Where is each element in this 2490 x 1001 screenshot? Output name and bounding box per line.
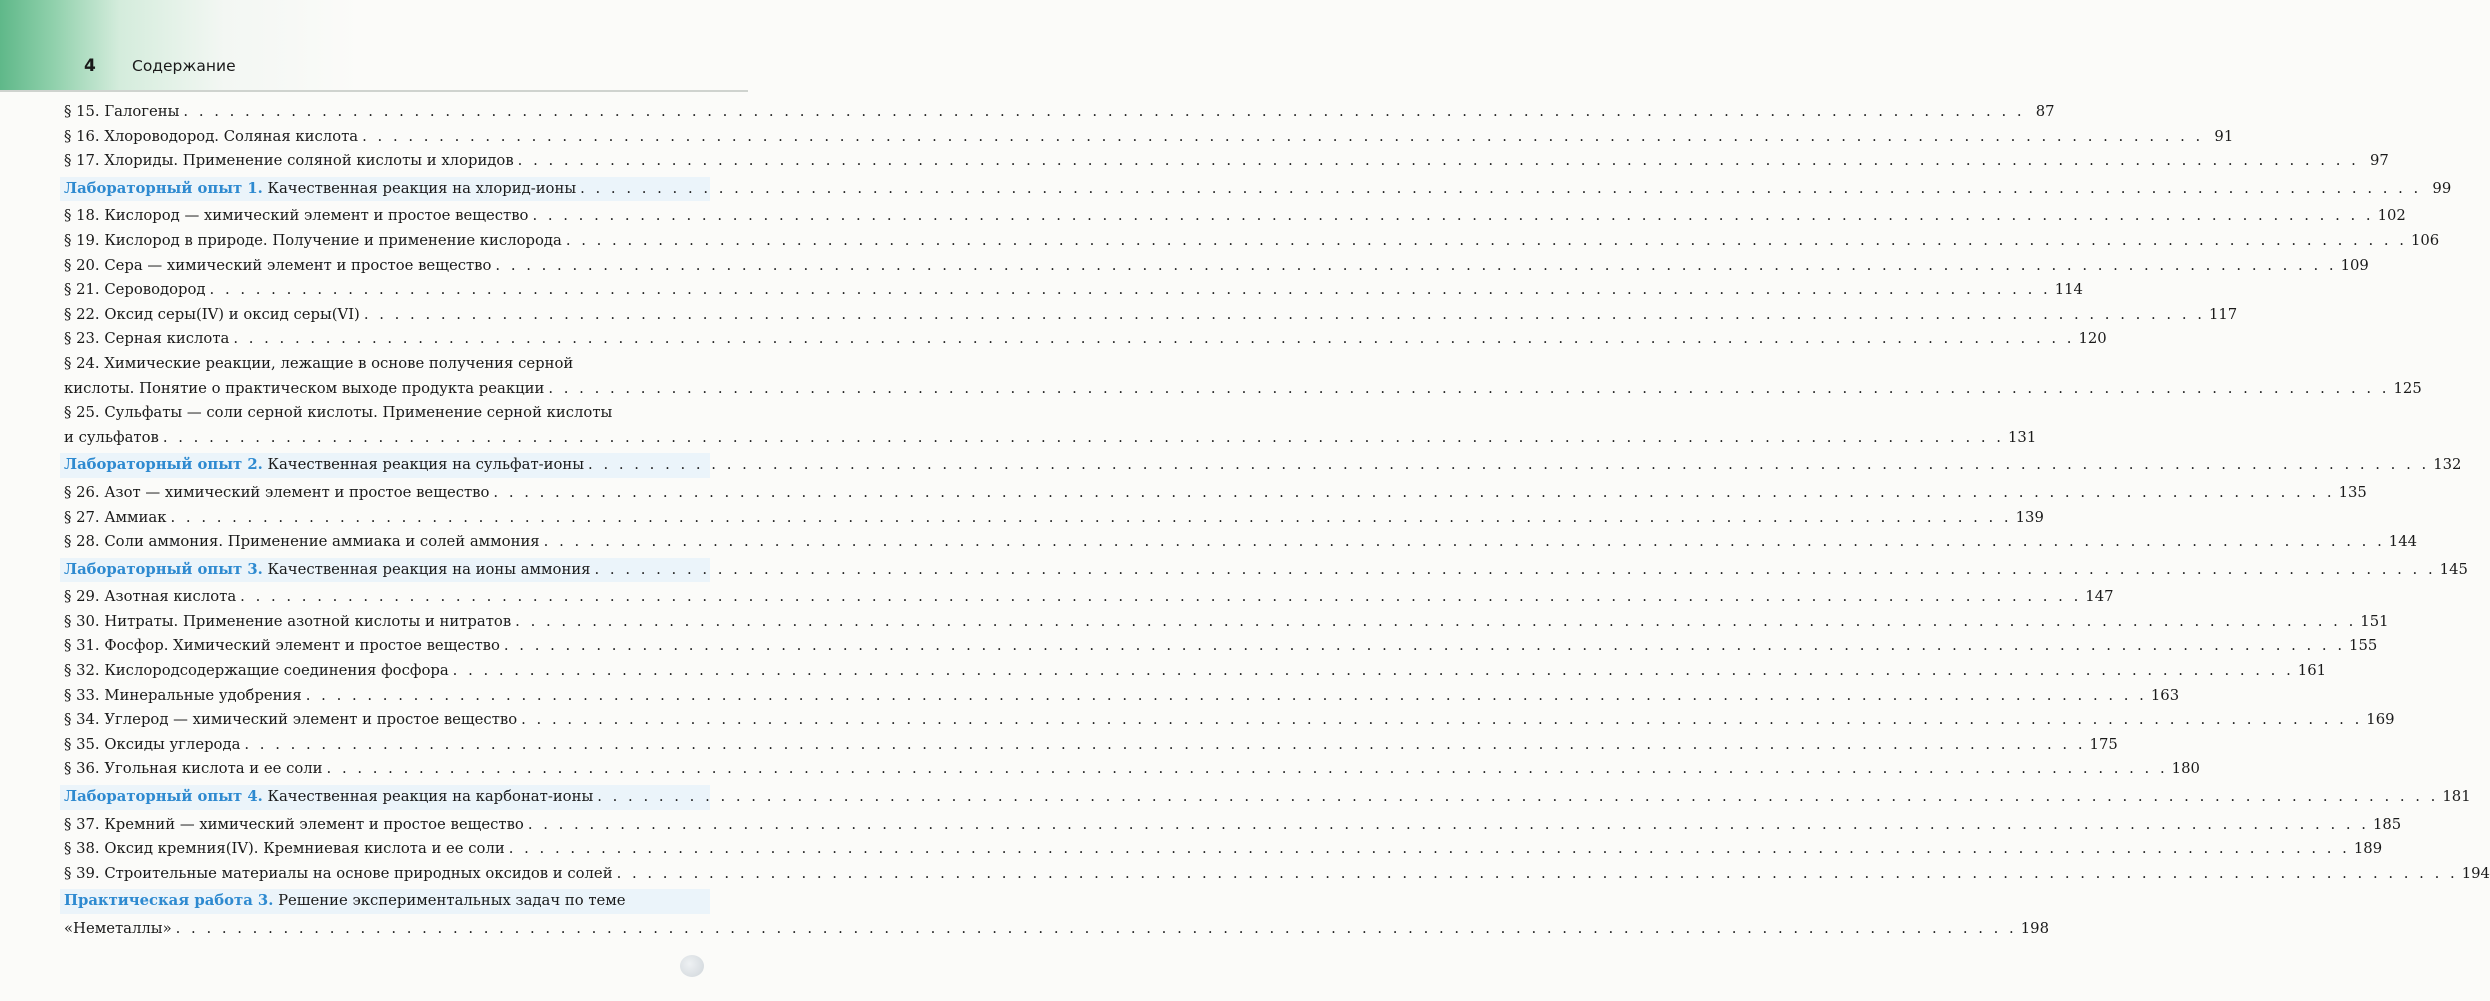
- toc-leader-dots: . . . . . . . . . . . . . . . . . . . . . . . . . . . . . . . . . . . . . . . . . . . . . . . . . . . . . . . . . . . . . . . . . . . . . . . . . . . . . . . . . . . . . . . . . . . . . . . . . . . . . . . . . . . . . . . . . . . . . . . .: [532, 207, 2374, 225]
- toc-leader-dots: . . . . . . . . . . . . . . . . . . . . . . . . . . . . . . . . . . . . . . . . . . . . . . . . . . . . . . . . . . . . . . . . . . . . . . . . . . . . . . . . . . . . . . . . . . . . . . . . . . . . . . . . . . . . . . . . . . . . . . . .: [305, 686, 2147, 704]
- toc-entry-title: [64, 558, 591, 583]
- toc-leader-dots: . . . . . . . . . . . . . . . . . . . . . . . . . . . . . . . . . . . . . . . . . . . . . . . . . . . . . . . . . . . . . . . . . . . . . . . . . . . . . . . . . . . . . . . . . . . . . . . . . . . . . . . . . . . . . . . . . . . . . . . .: [363, 305, 2205, 323]
- toc-page-number: 114: [2054, 281, 2083, 299]
- toc-entry-title: § 29. Азотная кислота: [64, 588, 237, 606]
- toc-leader-dots: . . . . . . . . . . . . . . . . . . . . . . . . . . . . . . . . . . . . . . . . . . . . . . . . . . . . . . . . . . . . . . . . . . . . . . . . . . . . . . . . . . . . . . . . . . . . . . . . . . . . . . . . . . . . . . . . . . . . . . . .: [452, 662, 2294, 680]
- toc-entry: [64, 733, 2118, 758]
- toc-entry-title: § 30. Нитраты. Применение азотной кислоты и нитратов: [64, 612, 512, 630]
- toc-entry-text: Качественная реакция на сульфат-ионы: [262, 456, 585, 474]
- toc-leader-dots: . . . . . . . . . . . . . . . . . . . . . . . . . . . . . . . . . . . . . . . . . . . . . . . . . . . . . . . . . . . . . . . . . . . . . . . . . . . . . . . . . . . . . . . . . . . . . . . . . . . . . . . . . . . . . . . . . . . . . . . .: [326, 760, 2168, 778]
- toc-entry-title: § 21. Сероводород: [64, 281, 206, 299]
- toc-leader-dots: . . . . . . . . . . . . . . . . . . . . . . . . . . . . . . . . . . . . . . . . . . . . . . . . . . . . . . . . . . . . . . . . . . . . . . . . . . . . . . . . . . . . . . . . . . . . . . . . . . . . . . . . . . . . . . . . . . . . . . . .: [515, 612, 2357, 630]
- toc-entry-text: Качественная реакция на карбонат-ионы: [262, 788, 594, 806]
- toc-entry: [64, 659, 2327, 684]
- toc-leader-dots: . . . . . . . . . . . . . . . . . . . . . . . . . . . . . . . . . . . . . . . . . . . . . . . . . . . . . . . . . . . . . . . . . . . . . . . . . . . . . . . . . . . . . . . . . . . . . . . . . . . . . . . . . . . . . . . . . . . . . . . .: [162, 428, 2004, 446]
- section-title: Содержание: [132, 57, 236, 75]
- toc-entry: [64, 757, 2200, 782]
- toc-leader-dots: . . . . . . . . . . . . . . . . . . . . . . . . . . . . . . . . . . . . . . . . . . . . . . . . . . . . . . . . . . . . . . . . . . . . . . . . . . . . . . . . . . . . . . . . . . . . . . . . . . . . . . . . . . . . . . . . . . . . . . . .: [495, 256, 2337, 274]
- toc-page-number: 97: [2369, 152, 2389, 170]
- toc-page-number: 144: [2388, 533, 2418, 551]
- table-of-contents: [64, 100, 2490, 942]
- page-number: 4: [84, 56, 96, 76]
- toc-leader-dots: . . . . . . . . . . . . . . . . . . . . . . . . . . . . . . . . . . . . . . . . . . . . . . . . . . . . . . . . . . . . . . . . . . . . . . . . . . . . . . . . . . . . . . . . . . . . . . . . . . . . . . . . . . . . . . . . . . . . . . . .: [616, 864, 2458, 882]
- toc-page-number: 99: [2432, 179, 2452, 197]
- toc-page-number: 145: [2439, 560, 2468, 578]
- toc-leader-dots: . . . . . . . . . . . . . . . . . . . . . . . . . . . . . . . . . . . . . . . . . . . . . . . . . . . . . . . . . . . . . . . . . . . . . . . . . . . . . . . . . . . . . . . . . . . . . . . . . . . . . . . . . . . . . . . . . . . . . . . .: [233, 330, 2075, 348]
- toc-leader-dots: . . . . . . . . . . . . . . . . . . . . . . . . . . . . . . . . . . . . . . . . . . . . . . . . . . . . . . . . . . . . . . . . . . . . . . . . . . . . . . . . . . . . . . . . . . . . . . . . . . . . . . . . . . . . . . . . . . . . . . . .: [517, 152, 2359, 170]
- toc-page-number: 194: [2461, 864, 2490, 882]
- toc-entry: [64, 278, 2083, 303]
- toc-entry-title: § 15. Галогены: [64, 103, 180, 120]
- toc-entry: [64, 610, 2389, 635]
- toc-entry-title: § 31. Фосфор. Химический элемент и простое вещество: [64, 637, 500, 655]
- toc-entry-text: Качественная реакция на ионы аммония: [262, 560, 591, 578]
- toc-entry: [64, 327, 2107, 352]
- toc-entry-title: § 26. Азот — химический элемент и простое вещество: [64, 483, 490, 501]
- toc-page-number: 120: [2078, 330, 2107, 348]
- toc-leader-dots: . . . . . . . . . . . . . . . . . . . . . . . . . . . . . . . . . . . . . . . . . . . . . . . . . . . . . . . . . . . . . . . . . . . . . . . . . . . . . . . . . . . . . . . . . . . . . . . . . . . . . . . . . . . . . . . . . . . . . . . .: [209, 281, 2051, 299]
- toc-page-number: 91: [2214, 127, 2234, 145]
- toc-entry-title: и сульфатов: [64, 428, 159, 446]
- toc-leader-dots: . . . . . . . . . . . . . . . . . . . . . . . . . . . . . . . . . . . . . . . . . . . . . . . . . . . . . . . . . . . . . . . . . . . . . . . . . . . . . . . . . . . . . . . . . . . . . . . . . . . . . . . . . . . . . . . . . . . . . . . .: [594, 560, 2436, 578]
- toc-entry-label: Практическая работа 3.: [64, 892, 274, 910]
- toc-page-number: 109: [2340, 256, 2369, 274]
- toc-leader-dots: . . . . . . . . . . . . . . . . . . . . . . . . . . . . . . . . . . . . . . . . . . . . . . . . . . . . . . . . . . . . . . . . . . . . . . . . . . . . . . . . . . . . . . . . . . . . . . . . . . . . . . . . . . . . . . . . . . . . . . . .: [521, 711, 2363, 729]
- toc-page-number: 102: [2377, 207, 2406, 225]
- toc-leader-dots: . . . . . . . . . . . . . . . . . . . . . . . . . . . . . . . . . . . . . . . . . . . . . . . . . . . . . . . . . . . . . . . . . . . . . . . . . . . . . . . . . . . . . . . . . . . . . . . . . . . . . . . . . . . . . . . . . . . . . . . .: [548, 379, 2390, 397]
- corner-decoration: [680, 955, 704, 977]
- toc-entry: [64, 684, 2180, 709]
- toc-leader-dots: . . . . . . . . . . . . . . . . . . . . . . . . . . . . . . . . . . . . . . . . . . . . . . . . . . . . . . . . . . . . . . . . . . . . . . . . . . . . . . . . . . . . . . . . . . . . . . . . . . . . . . . . . . . . . . . . . . . . . . . .: [580, 179, 2422, 197]
- toc-leader-dots: . . . . . . . . . . . . . . . . . . . . . . . . . . . . . . . . . . . . . . . . . . . . . . . . . . . . . . . . . . . . . . . . . . . . . . . . . . . . . . . . . . . . . . . . . . . . . . . . . . . . . . . . . . . . . . . . . . . . . . . .: [244, 735, 2086, 753]
- toc-entry-title: [64, 889, 626, 914]
- toc-lab-entry: [60, 785, 2471, 810]
- toc-page-number: 185: [2372, 815, 2402, 833]
- toc-lab-entry: [60, 453, 2462, 478]
- toc-entry-text: Решение экспериментальных задач по теме: [273, 892, 626, 910]
- toc-entry-title: § 37. Кремний — химический элемент и простое вещество: [64, 815, 524, 833]
- toc-leader-dots: . . . . . . . . . . . . . . . . . . . . . . . . . . . . . . . . . . . . . . . . . . . . . . . . . . . . . . . . . . . . . . . . . . . . . . . . . . . . . . . . . . . . . . . . . . . . . . . . . . . . . . . . . . . . . . . . . . . . . . . .: [175, 920, 2017, 937]
- toc-page-number: 117: [2208, 305, 2238, 323]
- toc-leader-dots: . . . . . . . . . . . . . . . . . . . . . . . . . . . . . . . . . . . . . . . . . . . . . . . . . . . . . . . . . . . . . . . . . . . . . . . . . . . . . . . . . . . . . . . . . . . . . . . . . . . . . . . . . . . . . . . . . . . . . . . .: [493, 483, 2335, 501]
- toc-entry-title: § 22. Оксид серы(IV) и оксид серы(VI): [64, 305, 360, 323]
- toc-page-number: 161: [2297, 662, 2327, 680]
- toc-entry-label: Лабораторный опыт 3.: [64, 560, 263, 578]
- toc-entry: [64, 254, 2369, 279]
- toc-lab-entry: [60, 889, 710, 914]
- toc-leader-dots: . . . . . . . . . . . . . . . . . . . . . . . . . . . . . . . . . . . . . . . . . . . . . . . . . . . . . . . . . . . . . . . . . . . . . . . . . . . . . . . . . . . . . . . . . . . . . . . . . . . . . . . . . . . . . . . . . . . . . . . .: [240, 588, 2082, 606]
- toc-leader-dots: . . . . . . . . . . . . . . . . . . . . . . . . . . . . . . . . . . . . . . . . . . . . . . . . . . . . . . . . . . . . . . . . . . . . . . . . . . . . . . . . . . . . . . . . . . . . . . . . . . . . . . . . . . . . . . . . . . . . . . . .: [527, 815, 2369, 833]
- toc-entry: [64, 229, 2440, 254]
- toc-lab-entry: [60, 177, 2452, 202]
- toc-lab-entry: [60, 558, 2468, 583]
- toc-entry-title: § 35. Оксиды углерода: [64, 735, 241, 753]
- toc-entry-title: § 23. Серная кислота: [64, 330, 230, 348]
- toc-entry: [64, 352, 706, 377]
- toc-entry-label: Лабораторный опыт 1.: [64, 179, 263, 197]
- toc-entry: [64, 585, 2114, 610]
- toc-entry-title: § 17. Хлориды. Применение соляной кислоты и хлоридов: [64, 152, 514, 170]
- toc-page-number: 139: [2015, 508, 2044, 526]
- toc-page-number: 151: [2360, 612, 2389, 630]
- toc-entry-title: § 33. Минеральные удобрения: [64, 686, 302, 704]
- toc-entry-title: § 36. Угольная кислота и ее соли: [64, 760, 323, 778]
- toc-entry: [64, 862, 2490, 887]
- toc-leader-dots: . . . . . . . . . . . . . . . . . . . . . . . . . . . . . . . . . . . . . . . . . . . . . . . . . . . . . . . . . . . . . . . . . . . . . . . . . . . . . . . . . . . . . . . . . . . . . . . . . . . . . . . . . . . . . . . . . . . . . . . .: [588, 456, 2430, 474]
- toc-entry-title: [64, 177, 576, 202]
- toc-entry-title: § 39. Строительные материалы на основе природных оксидов и солей: [64, 864, 613, 882]
- toc-entry-title: [64, 453, 584, 478]
- toc-page-number: 125: [2393, 379, 2422, 397]
- toc-entry-title: § 20. Сера — химический элемент и простое вещество: [64, 256, 492, 274]
- toc-entry-title: [64, 785, 593, 810]
- toc-leader-dots: . . . . . . . . . . . . . . . . . . . . . . . . . . . . . . . . . . . . . . . . . . . . . . . . . . . . . . . . . . . . . . . . . . . . . . . . . . . . . . . . . . . . . . . . . . . . . . . . . . . . . . . . . . . . . . . . . . . . . . . .: [170, 508, 2012, 526]
- toc-page-number: 189: [2353, 840, 2383, 858]
- toc-entry-title: § 32. Кислородсодержащие соединения фосфора: [64, 662, 449, 680]
- toc-leader-dots: . . . . . . . . . . . . . . . . . . . . . . . . . . . . . . . . . . . . . . . . . . . . . . . . . . . . . . . . . . . . . . . . . . . . . . . . . . . . . . . . . . . . . . . . . . . . . . . . . . . . . . . . . . . . . . . . . . . . . . . .: [543, 533, 2385, 551]
- toc-leader-dots: . . . . . . . . . . . . . . . . . . . . . . . . . . . . . . . . . . . . . . . . . . . . . . . . . . . . . . . . . . . . . . . . . . . . . . . . . . . . . . . . . . . . . . . . . . . . . . . . . . . . . . . . . . . . . . . . . . . . . . . .: [508, 840, 2350, 858]
- toc-page-number: 175: [2089, 735, 2118, 753]
- toc-page-number: 147: [2085, 588, 2114, 606]
- toc-page-number: 198: [2020, 920, 2050, 937]
- toc-page-number: 135: [2338, 483, 2367, 501]
- toc-entry-title: § 34. Углерод — химический элемент и простое вещество: [64, 711, 518, 729]
- toc-page-number: 106: [2410, 231, 2440, 249]
- toc-page-number: 155: [2349, 637, 2378, 655]
- toc-page-number: 180: [2171, 760, 2200, 778]
- toc-entry: [64, 303, 2238, 328]
- toc-entry-title: § 27. Аммиак: [64, 508, 167, 526]
- toc-entry: [64, 401, 706, 426]
- toc-entry: [64, 125, 2234, 150]
- toc-entry-label: Лабораторный опыт 4.: [64, 788, 263, 806]
- header-divider: [0, 90, 748, 92]
- toc-leader-dots: . . . . . . . . . . . . . . . . . . . . . . . . . . . . . . . . . . . . . . . . . . . . . . . . . . . . . . . . . . . . . . . . . . . . . . . . . . . . . . . . . . . . . . . . . . . . . . . . . . . . . . . . . . . . . . . . . . . . . . . .: [597, 788, 2439, 806]
- toc-entry-title: § 24. Химические реакции, лежащие в основе получения серной: [64, 354, 574, 372]
- toc-entry-title: § 38. Оксид кремния(IV). Кремниевая кислота и ее соли: [64, 840, 505, 858]
- toc-entry: [64, 530, 2418, 555]
- toc-entry: [64, 149, 2389, 174]
- toc-entry-title: § 19. Кислород в природе. Получение и применение кислорода: [64, 231, 562, 249]
- toc-entry-text: Качественная реакция на хлорид-ионы: [262, 179, 577, 197]
- toc-entry: [64, 813, 2402, 838]
- toc-entry: [64, 506, 2044, 531]
- header-band: [0, 0, 748, 92]
- toc-leader-dots: . . . . . . . . . . . . . . . . . . . . . . . . . . . . . . . . . . . . . . . . . . . . . . . . . . . . . . . . . . . . . . . . . . . . . . . . . . . . . . . . . . . . . . . . . . . . . . . . . . . . . . . . . . . . . . . . . . . . . . . .: [503, 637, 2346, 655]
- toc-entry: [64, 634, 2378, 659]
- toc-page-number: 87: [2035, 103, 2055, 120]
- toc-leader-dots: . . . . . . . . . . . . . . . . . . . . . . . . . . . . . . . . . . . . . . . . . . . . . . . . . . . . . . . . . . . . . . . . . . . . . . . . . . . . . . . . . . . . . . . . . . . . . . . . . . . . . . . . . . . . . . . . . . . . . . . .: [183, 103, 2025, 120]
- toc-entry: [64, 204, 2406, 229]
- toc-entry: [64, 100, 2055, 125]
- toc-leader-dots: . . . . . . . . . . . . . . . . . . . . . . . . . . . . . . . . . . . . . . . . . . . . . . . . . . . . . . . . . . . . . . . . . . . . . . . . . . . . . . . . . . . . . . . . . . . . . . . . . . . . . . . . . . . . . . . . . . . . . . . .: [565, 231, 2407, 249]
- toc-page-number: 181: [2442, 788, 2471, 806]
- toc-entry-title: § 16. Хлороводород. Соляная кислота: [64, 127, 359, 145]
- toc-entry: [64, 426, 2037, 451]
- toc-entry-title: кислоты. Понятие о практическом выходе продукта реакции: [64, 379, 545, 397]
- toc-entry: [64, 837, 2383, 862]
- toc-page-number: 131: [2007, 428, 2037, 446]
- toc-page-number: 163: [2150, 686, 2180, 704]
- toc-entry-title: «Неметаллы»: [64, 920, 172, 937]
- toc-entry-title: § 28. Соли аммония. Применение аммиака и солей аммония: [64, 533, 540, 551]
- toc-entry: [64, 481, 2367, 506]
- toc-entry: [64, 708, 2395, 733]
- toc-entry-title: § 25. Сульфаты — соли серной кислоты. Применение серной кислоты: [64, 404, 613, 422]
- toc-page-number: 132: [2433, 456, 2462, 474]
- toc-entry: [64, 917, 2050, 942]
- toc-entry-label: Лабораторный опыт 2.: [64, 456, 263, 474]
- toc-entry: [64, 377, 2422, 402]
- toc-leader-dots: . . . . . . . . . . . . . . . . . . . . . . . . . . . . . . . . . . . . . . . . . . . . . . . . . . . . . . . . . . . . . . . . . . . . . . . . . . . . . . . . . . . . . . . . . . . . . . . . . . . . . . . . . . . . . . . . . . . . . . . .: [362, 127, 2204, 145]
- toc-page-number: 169: [2366, 711, 2395, 729]
- toc-entry-title: § 18. Кислород — химический элемент и простое вещество: [64, 207, 529, 225]
